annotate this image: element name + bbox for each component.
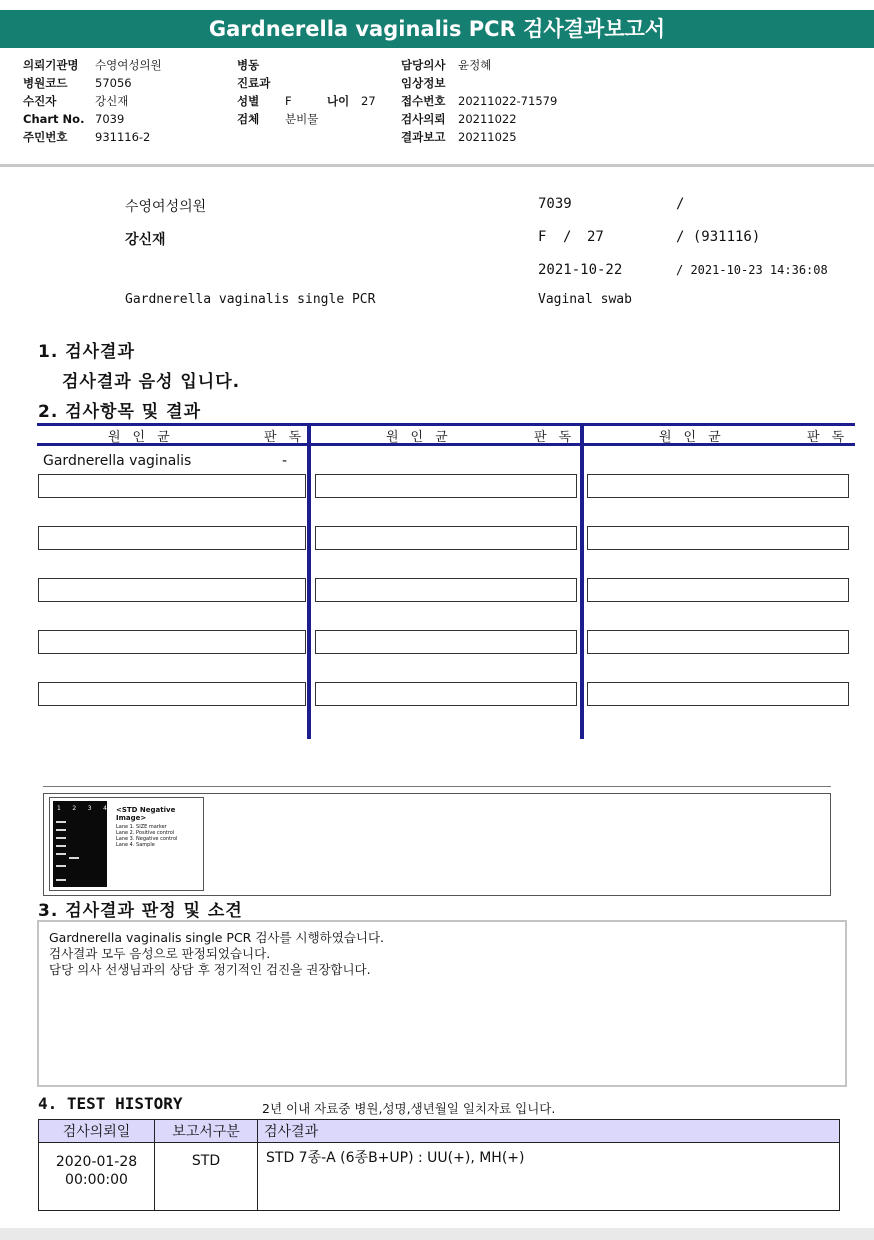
info-value: 윤정혜 xyxy=(458,58,492,72)
history-table xyxy=(38,1119,840,1211)
opinion-line: 검사결과 모두 음성으로 판정되었습니다. xyxy=(49,946,271,961)
info-row xyxy=(23,110,162,128)
header-divider xyxy=(0,164,874,167)
opinion-line: 담당 의사 선생님과의 상담 후 정기적인 검진을 권장합니다. xyxy=(49,962,371,977)
marker-band xyxy=(56,829,66,831)
info-value: 강신재 xyxy=(95,94,129,108)
empty-cell xyxy=(38,526,306,550)
marker-band xyxy=(56,865,66,867)
history-col-result: 검사결과 xyxy=(258,1120,840,1143)
column-header-pathogen: 원인균 xyxy=(108,430,182,445)
empty-cell xyxy=(315,526,577,550)
age-value: 27 xyxy=(361,94,376,108)
empty-cell xyxy=(315,682,577,706)
history-row xyxy=(39,1143,840,1211)
info-row xyxy=(23,56,162,74)
gel-top-rule xyxy=(43,786,831,787)
marker-band xyxy=(56,821,66,823)
info-left xyxy=(23,56,162,146)
info-label: Chart No. xyxy=(23,112,85,126)
info-value: 57056 xyxy=(95,76,132,90)
info-row xyxy=(23,128,162,146)
opinion-box xyxy=(37,920,847,1087)
info-mid xyxy=(237,56,376,128)
empty-cell xyxy=(38,474,306,498)
info-row xyxy=(401,74,557,92)
age-label: 나이 xyxy=(327,94,350,108)
info-label: 주민번호 xyxy=(23,130,68,144)
patient-dob: / (931116) xyxy=(676,229,761,245)
info-row xyxy=(401,92,557,110)
ward-label: 병동 xyxy=(237,58,260,72)
info-label: 결과보고 xyxy=(401,130,446,144)
gel-image xyxy=(53,801,107,887)
empty-cell xyxy=(315,474,577,498)
empty-cell xyxy=(38,682,306,706)
section-2-title: 2. 검사항목 및 결과 xyxy=(38,402,201,422)
test-name: Gardnerella vaginalis single PCR xyxy=(125,292,376,307)
info-value: 7039 xyxy=(95,112,125,126)
empty-cell xyxy=(587,682,849,706)
clinic-name: 수영여성의원 xyxy=(125,199,207,215)
gel-thumbnail xyxy=(49,797,204,891)
patient-age: 27 xyxy=(587,229,604,245)
empty-cell xyxy=(315,578,577,602)
history-col-date: 검사의뢰일 xyxy=(39,1120,155,1143)
gel-lane-numbers xyxy=(57,805,107,812)
positive-control-band xyxy=(69,857,79,859)
empty-cell xyxy=(587,630,849,654)
section-4-title: 4. TEST HISTORY xyxy=(38,1094,183,1113)
info-row xyxy=(401,128,557,146)
patient-sex: F xyxy=(538,229,547,245)
column-header-judge: 판독 xyxy=(264,430,314,445)
section-3-title: 3. 검사결과 판정 및 소견 xyxy=(38,901,243,921)
column-header-judge: 판독 xyxy=(534,430,584,445)
request-date: 2021-10-22 xyxy=(538,262,623,278)
slash: / xyxy=(676,196,685,212)
dept-label: 진료과 xyxy=(237,76,271,90)
history-date-cell xyxy=(39,1143,155,1211)
info-row xyxy=(23,74,162,92)
report-datetime: / 2021-10-23 14:36:08 xyxy=(676,263,828,277)
empty-cell xyxy=(315,630,577,654)
lane-number: 2 xyxy=(72,805,77,812)
marker-band xyxy=(56,879,66,881)
history-col-type: 보고서구분 xyxy=(155,1120,258,1143)
info-row xyxy=(237,74,376,92)
page-footer xyxy=(0,1228,874,1240)
history-date: 2020-01-28 xyxy=(55,1154,138,1170)
info-row xyxy=(237,56,376,74)
column-header-pathogen: 원인균 xyxy=(659,430,733,445)
lane-number: 1 xyxy=(57,805,61,812)
info-value: 20211022 xyxy=(458,112,517,126)
empty-cell xyxy=(38,630,306,654)
table-column-divider xyxy=(307,423,311,739)
pathogen-name: Gardnerella vaginalis xyxy=(43,453,192,469)
sex-value: F xyxy=(285,94,292,108)
lane-number: 4 xyxy=(103,805,107,812)
info-value: 931116-2 xyxy=(95,130,151,144)
empty-cell xyxy=(587,526,849,550)
patient-name: 강신재 xyxy=(125,232,166,248)
info-label: 접수번호 xyxy=(401,94,446,108)
section-1-title: 1. 검사결과 xyxy=(38,342,135,362)
info-value: 20211025 xyxy=(458,130,517,144)
history-header-row xyxy=(39,1120,840,1143)
specimen-label: 검체 xyxy=(237,112,260,126)
table-column-divider xyxy=(580,423,584,739)
gel-title: <STD Negative Image> xyxy=(116,806,176,822)
history-result: STD 7종-A (6종B+UP) : UU(+), MH(+) xyxy=(258,1143,840,1211)
info-row xyxy=(401,110,557,128)
empty-cell xyxy=(38,578,306,602)
info-label: 검사의뢰 xyxy=(401,112,446,126)
info-row xyxy=(401,56,557,74)
info-row xyxy=(237,92,376,110)
history-time: 00:00:00 xyxy=(65,1172,128,1188)
info-label: 임상정보 xyxy=(401,76,446,90)
marker-band xyxy=(56,853,66,855)
report-title: Gardnerella vaginalis PCR 검사결과보고서 xyxy=(0,10,874,48)
info-label: 의뢰기관명 xyxy=(23,58,79,72)
info-label: 병원코드 xyxy=(23,76,68,90)
history-note: 2년 이내 자료중 병원,성명,생년월일 일치자료 입니다. xyxy=(262,1101,556,1116)
section-1-result: 검사결과 음성 입니다. xyxy=(62,372,241,392)
gel-legend xyxy=(116,824,177,848)
gel-legend-item: Lane 1. SIZE marker xyxy=(116,824,167,830)
column-header-pathogen: 원인균 xyxy=(386,430,460,445)
info-right xyxy=(401,56,557,146)
history-type: STD xyxy=(155,1143,258,1211)
gel-legend-item: Lane 2. Positive control xyxy=(116,830,175,836)
info-value: 20211022-71579 xyxy=(458,94,558,108)
slash: / xyxy=(563,229,572,245)
empty-cell xyxy=(587,578,849,602)
specimen-type: Vaginal swab xyxy=(538,292,632,307)
chart-number: 7039 xyxy=(538,196,572,212)
gel-legend-item: Lane 4. Sample xyxy=(116,842,155,848)
empty-cell xyxy=(587,474,849,498)
info-label: 담당의사 xyxy=(401,58,446,72)
opinion-line: Gardnerella vaginalis single PCR 검사를 시행하였습니다. xyxy=(49,930,385,945)
info-row xyxy=(237,110,376,128)
info-row xyxy=(23,92,162,110)
pathogen-result: - xyxy=(282,453,288,469)
gel-legend-item: Lane 3. Negative control xyxy=(116,836,178,842)
info-value: 수영여성의원 xyxy=(95,58,162,72)
info-label: 수진자 xyxy=(23,94,57,108)
column-header-judge: 판독 xyxy=(807,430,857,445)
marker-band xyxy=(56,837,66,839)
specimen-value: 분비물 xyxy=(285,112,319,126)
marker-band xyxy=(56,845,66,847)
sex-label: 성별 xyxy=(237,94,260,108)
lane-number: 3 xyxy=(87,805,92,812)
